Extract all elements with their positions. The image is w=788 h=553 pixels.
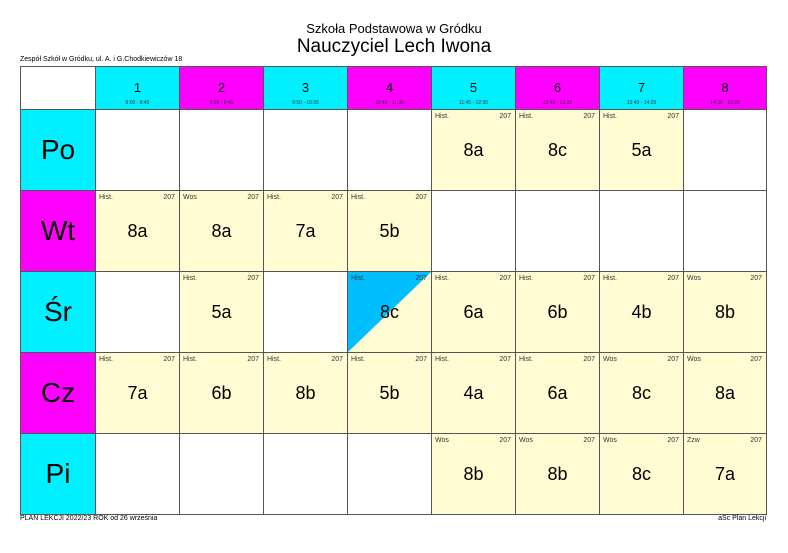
lesson-room: 207 <box>667 113 679 120</box>
lesson-class: 8b <box>295 383 316 403</box>
lesson-cell <box>684 353 767 434</box>
period-header-row <box>21 67 767 110</box>
lesson-cell <box>96 191 180 272</box>
lesson-class: 4b <box>631 302 652 322</box>
period-number: 8 <box>721 80 729 95</box>
lesson-class: 8b <box>547 464 568 484</box>
footer-brand: aSc Plan Lekcji <box>718 515 766 522</box>
school-address: Zespół Szkół w Gródku, ul. A. i G.Chodkiewiczów 18 <box>20 56 183 63</box>
day-row <box>21 110 767 191</box>
lesson-class: 6a <box>547 383 568 403</box>
lesson-room: 207 <box>163 194 175 201</box>
period-header-8 <box>684 67 767 110</box>
lesson-room: 207 <box>583 275 595 282</box>
lesson-cell <box>432 353 516 434</box>
lesson-cell <box>684 434 767 515</box>
lesson-class: 8c <box>631 383 651 403</box>
teacher-title: Nauczyciel Lech Iwona <box>296 36 492 57</box>
period-number: 1 <box>133 80 142 95</box>
lesson-subject: Wos <box>687 275 701 282</box>
lesson-cell <box>180 353 264 434</box>
day-row <box>21 434 767 515</box>
lesson-class: 8a <box>463 140 484 160</box>
lesson-subject: Wos <box>687 356 701 363</box>
empty-slot <box>600 191 684 272</box>
lesson-room: 207 <box>750 275 762 282</box>
empty-slot <box>96 434 180 515</box>
school-name: Szkoła Podstawowa w Gródku <box>306 21 482 36</box>
lesson-class: 5b <box>379 221 400 241</box>
lesson-room: 207 <box>415 194 427 201</box>
day-label: Pi <box>21 434 96 515</box>
lesson-cell <box>180 191 264 272</box>
empty-slot <box>264 110 348 191</box>
period-time: 11:45 - 12:30 <box>458 100 489 106</box>
period-time: 14:35 - 15:20 <box>710 100 740 106</box>
period-number: 5 <box>469 80 478 95</box>
lesson-cell <box>432 272 516 353</box>
period-time: 12:40 - 13:25 <box>542 100 573 106</box>
lesson-room: 207 <box>667 356 679 363</box>
lesson-class: 6b <box>547 302 568 322</box>
lesson-subject: Hist. <box>519 275 533 282</box>
lesson-class: 6a <box>463 302 484 322</box>
lesson-room: 207 <box>750 356 762 363</box>
empty-slot <box>96 110 180 191</box>
empty-slot <box>348 434 432 515</box>
empty-slot <box>516 191 600 272</box>
lesson-class: 8c <box>631 464 651 484</box>
lesson-cell <box>600 353 684 434</box>
lesson-cell <box>432 434 516 515</box>
lesson-subject: Wos <box>603 437 617 444</box>
lesson-class: 7a <box>714 464 736 484</box>
lesson-cell <box>264 353 348 434</box>
lesson-class: 7a <box>127 383 148 403</box>
lesson-subject: Wos <box>603 356 617 363</box>
period-header-2 <box>180 67 264 110</box>
lesson-class: 8a <box>127 221 148 241</box>
empty-slot <box>264 272 348 353</box>
lesson-cell <box>600 434 684 515</box>
lesson-room: 207 <box>499 275 511 282</box>
lesson-room: 207 <box>247 275 259 282</box>
day-label: Śr <box>21 272 96 353</box>
lesson-room: 207 <box>750 437 762 444</box>
lesson-subject: Hist. <box>603 275 617 282</box>
lesson-class: 4a <box>463 383 484 403</box>
lesson-subject: Hist. <box>183 356 197 363</box>
empty-slot <box>432 191 516 272</box>
lesson-room: 207 <box>415 356 427 363</box>
lesson-subject: Hist. <box>99 356 113 363</box>
empty-slot <box>348 110 432 191</box>
lesson-class: 8c <box>379 302 399 322</box>
day-label: Po <box>21 110 96 191</box>
lesson-class: 5a <box>631 140 652 160</box>
period-header-5 <box>432 67 516 110</box>
lesson-room: 207 <box>163 356 175 363</box>
period-number: 3 <box>301 80 310 95</box>
lesson-subject: Hist. <box>351 194 365 201</box>
lesson-cell <box>516 434 600 515</box>
corner-cell <box>21 67 96 110</box>
day-row <box>21 272 767 353</box>
period-number: 4 <box>385 80 394 95</box>
lesson-subject: Hist. <box>351 275 365 282</box>
period-time: 10:45 - 11:30 <box>374 100 405 106</box>
lesson-class: 8c <box>547 140 567 160</box>
period-number: 6 <box>553 80 562 95</box>
lesson-subject: Wos <box>435 437 449 444</box>
lesson-class: 8a <box>211 221 232 241</box>
lesson-subject: Hist. <box>603 113 617 120</box>
lesson-cell <box>600 272 684 353</box>
lesson-room: 207 <box>331 356 343 363</box>
lesson-subject: Wos <box>183 194 197 201</box>
lesson-cell <box>516 110 600 191</box>
lesson-room: 207 <box>247 356 259 363</box>
lesson-subject: Hist. <box>351 356 365 363</box>
lesson-subject: Hist. <box>435 275 449 282</box>
period-time: 9:50 - 10:35 <box>292 100 319 106</box>
empty-slot <box>684 110 767 191</box>
lesson-class: 5a <box>211 302 232 322</box>
period-time: 8:00 - 8:45 <box>125 100 150 106</box>
empty-slot <box>180 110 264 191</box>
empty-slot <box>264 434 348 515</box>
lesson-class: 8a <box>714 383 736 403</box>
lesson-room: 207 <box>583 356 595 363</box>
period-header-6 <box>516 67 600 110</box>
lesson-room: 207 <box>331 194 343 201</box>
lesson-subject: Wos <box>519 437 533 444</box>
period-header-7 <box>600 67 684 110</box>
lesson-cell <box>684 272 767 353</box>
lesson-cell <box>516 353 600 434</box>
lesson-room: 207 <box>667 437 679 444</box>
lesson-room: 207 <box>499 356 511 363</box>
period-time: 8:55 - 9:40 <box>209 100 234 106</box>
lesson-room: 207 <box>499 437 511 444</box>
lesson-subject: Hist. <box>519 356 533 363</box>
lesson-class: 8b <box>463 464 484 484</box>
lesson-cell <box>348 272 432 353</box>
day-label: Cz <box>21 353 96 434</box>
lesson-class: 7a <box>295 221 316 241</box>
day-row <box>21 353 767 434</box>
lesson-subject: Hist. <box>519 113 533 120</box>
period-number: 7 <box>637 80 646 95</box>
lesson-room: 207 <box>667 275 679 282</box>
empty-slot <box>180 434 264 515</box>
lesson-room: 207 <box>415 275 427 282</box>
empty-slot <box>684 191 767 272</box>
lesson-cell <box>96 353 180 434</box>
lesson-subject: Hist. <box>267 356 281 363</box>
lesson-class: 6b <box>211 383 232 403</box>
lesson-subject: Hist. <box>267 194 281 201</box>
empty-slot <box>96 272 180 353</box>
lesson-subject: Hist. <box>99 194 113 201</box>
period-header-3 <box>264 67 348 110</box>
timetable-grid <box>20 66 767 515</box>
period-header-1 <box>96 67 180 110</box>
day-row <box>21 191 767 272</box>
lesson-subject: Zzw <box>687 437 700 444</box>
lesson-cell <box>516 272 600 353</box>
lesson-cell <box>264 191 348 272</box>
footer-info: PLAN LEKCJI 2022/23 ROK od 26 września <box>20 515 158 522</box>
period-number: 2 <box>217 80 226 95</box>
lesson-room: 207 <box>247 194 259 201</box>
lesson-cell <box>600 110 684 191</box>
lesson-subject: Hist. <box>435 113 449 120</box>
lesson-cell <box>432 110 516 191</box>
lesson-room: 207 <box>583 437 595 444</box>
period-header-4 <box>348 67 432 110</box>
lesson-subject: Hist. <box>435 356 449 363</box>
lesson-room: 207 <box>499 113 511 120</box>
lesson-subject: Hist. <box>183 275 197 282</box>
day-label: Wt <box>21 191 96 272</box>
lesson-cell <box>348 353 432 434</box>
lesson-cell <box>348 191 432 272</box>
lesson-class: 8b <box>714 302 736 322</box>
lesson-class: 5b <box>379 383 400 403</box>
lesson-cell <box>180 272 264 353</box>
period-time: 13:40 - 14:25 <box>626 100 657 106</box>
lesson-room: 207 <box>583 113 595 120</box>
